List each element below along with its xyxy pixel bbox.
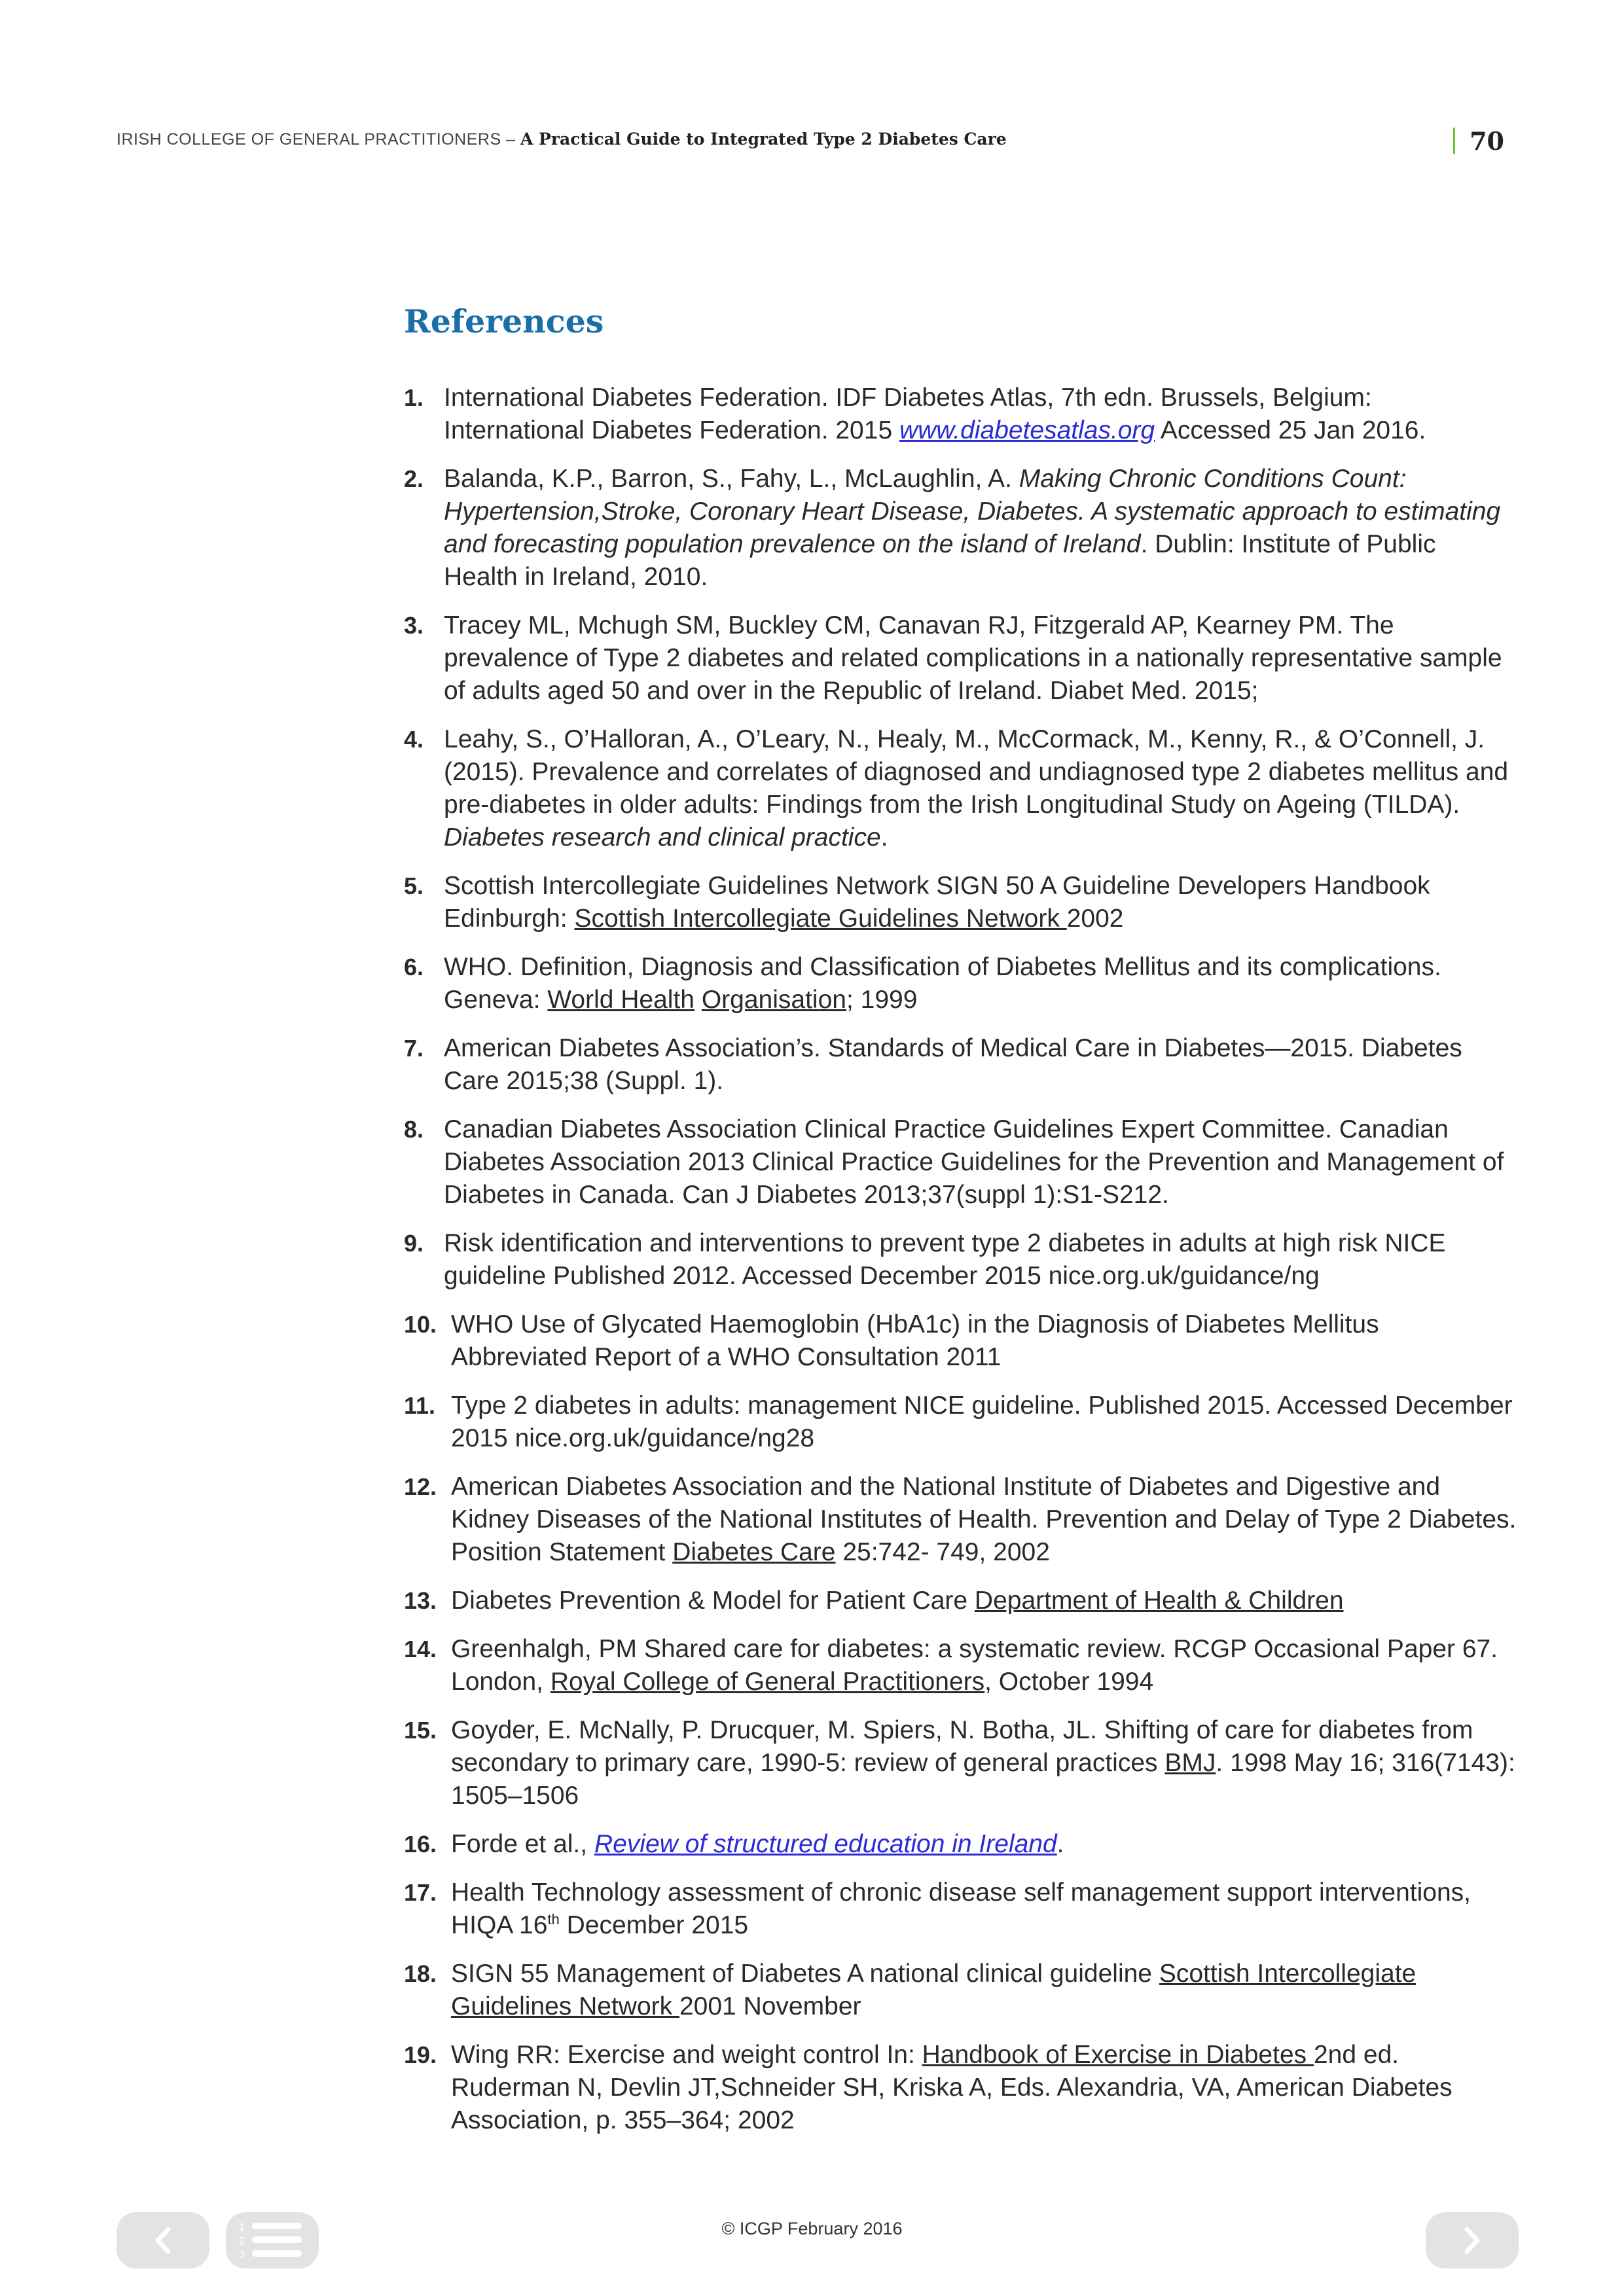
reference-text: 2nd ed. Ruderman N, Devlin JT,Schneider SH, Kriska A, Eds. Alexandria, VA, American Diabetes Association, p. 355–364; 2002: [451, 2041, 1453, 2134]
list-digit-3: 3: [239, 2248, 245, 2261]
reference-item: [404, 723, 1517, 854]
reference-item: [404, 382, 1517, 447]
reference-link[interactable]: www.diabetesatlas.org: [899, 416, 1155, 444]
page-number: 70: [1470, 126, 1504, 156]
reference-number: 14.: [404, 1636, 437, 1662]
reference-text: Health Technology assessment of chronic disease self management support interventions, HIQA 16: [451, 1878, 1471, 1939]
numbered-list-icon: [236, 2217, 308, 2263]
reference-text: WHO. Definition, Diagnosis and Classification of Diabetes Mellitus and its complications. Geneva:: [444, 953, 1441, 1014]
reference-text: 25:742- 749, 2002: [835, 1538, 1050, 1566]
reference-text: Tracey ML, Mchugh SM, Buckley CM, Canavan RJ, Fitzgerald AP, Kearney PM. The prevalence of Type 2 diabetes and related complications in a nationally representative sample of adults aged 50 and over in the Republic of Ireland. Diabet Med. 2015;: [444, 611, 1502, 705]
reference-number: 13.: [404, 1587, 437, 1614]
reference-item: [404, 1828, 1517, 1861]
list-digit-1: 1: [239, 2221, 245, 2233]
reference-text: Canadian Diabetes Association Clinical Practice Guidelines Expert Committee. Canadian Diabetes Association 2013 Clinical Practice Guidelines for the Prevention and Management of Diabetes in Canada. Can J Diabetes 2013;37(suppl 1):S1-S212.: [444, 1115, 1504, 1209]
reference-number: 12.: [404, 1473, 437, 1500]
reference-text: ; 1999: [846, 986, 918, 1014]
reference-number: 7.: [404, 1035, 424, 1062]
reference-item: [404, 1113, 1517, 1211]
reference-text: Greenhalgh, PM Shared care for diabetes: a systematic review. RCGP Occasional Paper 67. London,: [451, 1635, 1498, 1696]
reference-superscript: th: [547, 1911, 560, 1928]
reference-text: December 2015: [559, 1911, 749, 1939]
reference-number: 16.: [404, 1831, 437, 1857]
reference-text: . Dublin: Institute of Public Health in Ireland, 2010.: [444, 530, 1436, 591]
reference-text: WHO Use of Glycated Haemoglobin (HbA1c) in the Diagnosis of Diabetes Mellitus Abbreviated Report of a WHO Consultation 2011: [451, 1310, 1379, 1371]
reference-number: 11.: [404, 1392, 436, 1419]
reference-item: [404, 609, 1517, 708]
reference-italic-title: Making Chronic Conditions Count: Hypertension,Stroke, Coronary Heart Disease, Diabetes. A systematic approach to estimating and forecasting population prevalence on the island of Ireland: [444, 465, 1501, 558]
reference-number: 18.: [404, 1960, 437, 1987]
reference-item: [404, 463, 1517, 594]
reference-underlined-link[interactable]: Department of Health & Children: [974, 1587, 1344, 1615]
reference-number: 6.: [404, 954, 424, 980]
reference-item: [404, 870, 1517, 935]
reference-number: 4.: [404, 726, 424, 753]
reference-underlined-link[interactable]: Scottish Intercollegiate Guidelines Network: [574, 905, 1067, 933]
reference-item: [404, 1390, 1517, 1455]
list-digit-2: 2: [239, 2234, 245, 2247]
reference-text: 2001 November: [679, 1992, 861, 2020]
reference-text: Type 2 diabetes in adults: management NICE guideline. Published 2015. Accessed December 2015 nice.org.uk/guidance/ng28: [451, 1391, 1513, 1452]
reference-underlined-link[interactable]: Royal College of General Practitioners: [550, 1668, 985, 1696]
reference-number: 19.: [404, 2041, 437, 2068]
reference-text: American Diabetes Association and the National Institute of Diabetes and Digestive and Kidney Diseases of the National Institutes of Health. Prevention and Delay of Type 2 Diabetes. Position Statement: [451, 1473, 1517, 1566]
contents-button[interactable]: [226, 2212, 319, 2269]
page-number-rule: [1453, 128, 1455, 154]
reference-text: Forde et al.,: [451, 1830, 594, 1858]
next-page-button[interactable]: [1426, 2212, 1519, 2269]
reference-item: [404, 1585, 1517, 1617]
reference-italic-title: Diabetes research and clinical practice: [444, 823, 881, 852]
reference-item: [404, 1633, 1517, 1698]
reference-link[interactable]: Review of structured education in Ireland: [594, 1830, 1057, 1858]
reference-underlined-link[interactable]: Handbook of Exercise in Diabetes: [922, 2041, 1314, 2069]
reference-underlined-link[interactable]: Diabetes Care: [672, 1538, 836, 1566]
reference-number: 9.: [404, 1230, 424, 1257]
reference-text: .: [1056, 1830, 1064, 1858]
reference-text: , October 1994: [984, 1668, 1154, 1696]
reference-item: [404, 1032, 1517, 1098]
reference-text: [695, 986, 702, 1014]
reference-item: [404, 1471, 1517, 1569]
reference-number: 15.: [404, 1717, 437, 1744]
reference-underlined-link[interactable]: World Health: [547, 986, 695, 1014]
reference-text: Balanda, K.P., Barron, S., Fahy, L., McLaughlin, A.: [444, 465, 1019, 493]
reference-text: SIGN 55 Management of Diabetes A national clinical guideline: [451, 1960, 1159, 1988]
reference-text: Scottish Intercollegiate Guidelines Network SIGN 50 A Guideline Developers Handbook Edinburgh:: [444, 872, 1430, 933]
reference-text: International Diabetes Federation. IDF Diabetes Atlas, 7th edn. Brussels, Belgium: International Diabetes Federation. 2015: [444, 384, 1372, 444]
reference-number: 10.: [404, 1311, 437, 1338]
header-org: IRISH COLLEGE OF GENERAL PRACTITIONERS: [117, 130, 501, 149]
reference-number: 2.: [404, 465, 424, 492]
reference-text: Accessed 25 Jan 2016.: [1155, 416, 1426, 444]
reference-item: [404, 1876, 1517, 1942]
reference-item: [404, 951, 1517, 1016]
previous-page-button[interactable]: [117, 2212, 209, 2269]
chevron-right-icon: [1459, 2224, 1485, 2257]
reference-underlined-link[interactable]: Organisation: [701, 986, 846, 1014]
reference-item: [404, 1308, 1517, 1374]
reference-item: [404, 2039, 1517, 2137]
reference-text: Diabetes Prevention & Model for Patient Care: [451, 1587, 975, 1615]
header-text: [117, 130, 1007, 149]
reference-number: 5.: [404, 872, 424, 899]
header-separator: –: [501, 130, 520, 149]
reference-item: [404, 1227, 1517, 1293]
footer-copyright: © ICGP February 2016: [721, 2219, 903, 2238]
reference-text: Leahy, S., O’Halloran, A., O’Leary, N., Healy, M., McCormack, M., Kenny, R., & O’Connell, J. (2015). Prevalence and correlates of diagnosed and undiagnosed type 2 diabetes mellitus and pre-diabetes in older adults: Findings from the Irish Longitudinal Study on Ageing (TILDA).: [444, 725, 1509, 819]
reference-text: Risk identification and interventions to prevent type 2 diabetes in adults at high risk NICE guideline Published 2012. Accessed December 2015 nice.org.uk/guidance/ng: [444, 1229, 1446, 1290]
reference-number: 8.: [404, 1116, 424, 1143]
reference-text: . 1998 May 16; 316(7143): 1505–1506: [451, 1749, 1515, 1810]
reference-text: Wing RR: Exercise and weight control In:: [451, 2041, 922, 2069]
reference-text: Goyder, E. McNally, P. Drucquer, M. Spiers, N. Botha, JL. Shifting of care for diabetes from secondary to primary care, 1990-5: review of general practices: [451, 1716, 1473, 1777]
reference-underlined-link[interactable]: BMJ: [1164, 1749, 1216, 1777]
header-guide-title: A Practical Guide to Integrated Type 2 Diabetes Care: [520, 130, 1007, 149]
reference-list: [404, 382, 1517, 2153]
reference-item: [404, 1714, 1517, 1812]
chevron-left-icon: [150, 2224, 176, 2257]
page-header: [117, 124, 1504, 164]
reference-number: 1.: [404, 384, 424, 411]
reference-text: American Diabetes Association’s. Standards of Medical Care in Diabetes—2015. Diabetes Care 2015;38 (Suppl. 1).: [444, 1034, 1462, 1095]
page-number-block: [1453, 124, 1504, 157]
reference-number: 17.: [404, 1879, 437, 1906]
page-title: References: [404, 302, 604, 340]
reference-number: 3.: [404, 612, 424, 639]
reference-item: [404, 1958, 1517, 2023]
reference-underlined-link[interactable]: Scottish Intercollegiate Guidelines Network: [451, 1960, 1416, 2020]
reference-text: .: [880, 823, 888, 852]
reference-text: 2002: [1066, 905, 1124, 933]
